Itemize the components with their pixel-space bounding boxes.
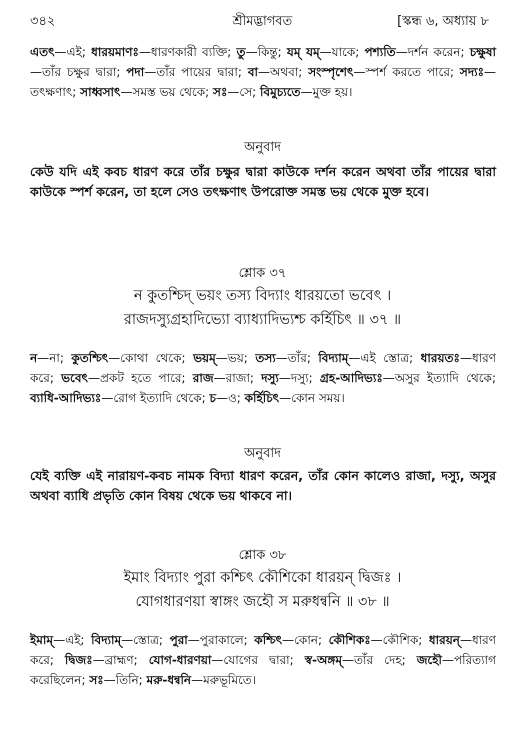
synonym-word: চক্ষুষা: [469, 45, 496, 59]
synonym-meaning: ধারণ করে;: [30, 633, 497, 667]
synonym-word: দস্যু: [261, 371, 279, 385]
verse-38-line-2: যোগধারণয়া স্বাঙ্গং জহৌ স মরুধন্বনি ॥ ৩৮ ॥: [135, 594, 390, 610]
synonym-word: কৌশিকঃ: [328, 633, 371, 647]
synonym-word: পশ্যতি: [364, 45, 396, 59]
synonym-word: পুরা: [169, 633, 188, 647]
synonym-word: সদ্যঃ: [459, 65, 484, 79]
synonym-meaning: তৎক্ষণাৎ;: [30, 85, 81, 99]
synonym-meaning: ধারণকারী ব্যক্তি;: [150, 45, 237, 59]
synonym-word: বিদ্যাম্: [318, 351, 349, 365]
synonym-meaning: মরুভূমিতে।: [203, 673, 257, 687]
synonym-meaning: এই স্তোত্র;: [360, 351, 421, 365]
synonym-meaning: সমস্ত ভয় থেকে;: [132, 85, 214, 99]
synonym-word: কশ্চিৎ: [254, 633, 283, 647]
verse-37-line-2: রাজদস্যুগ্রহাদিভ্যো ব্যাধ্যাদিভ্যশ্চ কর্হিচিৎ ॥ ৩৭ ॥: [123, 312, 402, 328]
synonym-meaning: যাকে;: [331, 45, 365, 59]
synonym-meaning: অসুর ইত্যাদি থেকে;: [394, 371, 496, 385]
verse-37-line-1: ন কুতশ্চিদ্ ভয়ং তস্য বিদ্যাং ধারয়তো ভবেৎ ।: [133, 288, 392, 304]
synonym-meaning: এই;: [65, 633, 92, 647]
synonym-word: সাধ্বসাৎ: [80, 85, 121, 99]
synonym-word: ভয়ম্: [193, 351, 216, 365]
synonym-meaning: তাঁর দেহ;: [354, 653, 417, 667]
verse-38-heading: শ্লোক ৩৮: [238, 548, 287, 563]
synonym-meaning: ব্রাহ্মণ;: [104, 653, 149, 667]
synonym-word: বিদ্যাম্: [91, 633, 122, 647]
synonym-word: এতৎ: [30, 45, 55, 59]
synonyms-paragraph-1: এতৎ—এই; ধারয়মাণঃ—ধারণকারী ব্যক্তি; তু—কিন্তু; যম্ যম্—যাকে; পশ্যতি—দর্শন করেন; চক্ষুষা—তাঁর চক্ষুর দ্বারা; পদা—তাঁর পায়ের দ্বারা; বা—অথবা; সংস্পৃশেৎ—স্পর্শ করতে পারে; সদ্যঃ—তৎক্ষণাৎ; সাধ্বসাৎ—সমস্ত ভয় থেকে; সঃ—সে; বিমুচ্যতে—মুক্ত হয়।: [30, 45, 496, 99]
synonym-word: কুতশ্চিৎ: [71, 351, 109, 365]
synonym-word: পদা: [126, 65, 145, 79]
synonym-meaning: কোথা থেকে;: [120, 351, 194, 365]
synonym-word: সংস্পৃশেৎ: [308, 65, 354, 79]
synonym-meaning: কোন সময়।: [291, 391, 345, 405]
synonym-meaning: কিন্তু;: [257, 45, 287, 59]
synonym-word: যম্ যম্: [286, 45, 320, 59]
synonym-word: রাজ: [192, 371, 214, 385]
synonym-word: সঃ: [213, 85, 228, 99]
synonym-word: গ্রহ-আদিভ্যঃ: [319, 371, 383, 385]
synonym-meaning: তাঁর পায়ের দ্বারা;: [156, 65, 248, 79]
synonym-meaning: পুরাকালে;: [199, 633, 255, 647]
synonym-meaning: দস্যু;: [290, 371, 320, 385]
synonym-meaning: তাঁর চক্ষুর দ্বারা;: [42, 65, 127, 79]
synonym-meaning: ও;: [227, 391, 245, 405]
translation-paragraph-1: কেউ যদি এই কবচ ধারণ করে তাঁর চক্ষুর দ্বারা কাউকে দর্শন করেন অথবা তাঁর পায়ের দ্বারা কাউকে স্পর্শ করেন, তা হলে সেও তৎক্ষণাৎ উপরোক্ত সমস্ত ভয় থেকে মুক্ত হবে।: [30, 164, 496, 199]
synonym-meaning: স্তোত্র;: [133, 633, 170, 647]
synonym-meaning: প্রকট হতে পারে;: [99, 371, 193, 385]
synonym-word: ধারয়মাণঃ: [91, 45, 139, 59]
synonym-word: দ্বিজঃ: [64, 653, 93, 667]
book-title: শ্রীমদ্ভাগবত: [232, 14, 293, 29]
synonym-word: বা: [247, 65, 258, 79]
page-number: ৩৪২: [30, 14, 56, 29]
verse-37-heading: শ্লোক ৩৭: [238, 266, 287, 281]
page-header: [0, 12, 525, 32]
synonym-meaning: না;: [49, 351, 72, 365]
synonym-meaning: রোগ ইত্যাদি থেকে;: [113, 391, 210, 405]
synonym-meaning: পরিত্যাগ করেছিলেন;: [30, 653, 496, 687]
synonym-meaning: স্পর্শ করতে পারে;: [365, 65, 460, 79]
synonym-meaning: মুক্ত হয়।: [312, 85, 353, 99]
synonym-word: স্ব-অঙ্গম্: [304, 653, 343, 667]
synonym-word: মরু-ধন্বনি: [146, 673, 192, 687]
synonym-word: যোগ-ধারণয়া: [148, 653, 212, 667]
synonym-meaning: এই;: [66, 45, 92, 59]
synonym-word: ব্যাধি-আদিভ্যঃ: [30, 391, 102, 405]
synonym-word: ধারয়ন্: [428, 633, 460, 647]
synonym-meaning: সে;: [239, 85, 260, 99]
synonym-meaning: কৌশিক;: [382, 633, 429, 647]
synonym-meaning: রাজা;: [225, 371, 262, 385]
synonym-meaning: যোগের দ্বারা;: [223, 653, 305, 667]
synonym-word: বিমুচ্যতে: [260, 85, 301, 99]
translation-heading-1: অনুবাদ: [244, 140, 281, 155]
synonym-meaning: তিনি;: [115, 673, 147, 687]
synonym-word: ভবেৎ: [61, 371, 88, 385]
chapter-reference: [স্কন্ধ ৬, অধ্যায় ৮: [397, 14, 489, 29]
synonym-meaning: ভয়;: [227, 351, 256, 365]
synonym-word: তস্য: [255, 351, 276, 365]
verse-38-line-1: ইমাং বিদ্যাং পুরা কশ্চিৎ কৌশিকো ধারয়ন্ দ্বিজঃ ।: [123, 570, 402, 586]
translation-paragraph-2: যেই ব্যক্তি এই নারায়ণ-কবচ নামক বিদ্যা ধারণ করেন, তাঁর কোন কালেও রাজা, দস্যু, অসুর অথবা ব্যাধি প্রভৃতি কোন বিষয় থেকে ভয় থাকবে না।: [30, 468, 496, 503]
synonym-meaning: ধারণ করে;: [30, 351, 496, 385]
synonym-meaning: অথবা;: [269, 65, 309, 79]
synonym-word: জহৌ: [416, 653, 442, 667]
translation-heading-2: অনুবাদ: [244, 446, 281, 461]
synonym-word: তু: [236, 45, 246, 59]
synonym-meaning: কোন;: [294, 633, 329, 647]
synonym-meaning: তাঁর;: [287, 351, 319, 365]
synonyms-paragraph-2: ন—না; কুতশ্চিৎ—কোথা থেকে; ভয়ম্—ভয়; তস্য—তাঁর; বিদ্যাম্—এই স্তোত্র; ধারয়তঃ—ধারণ করে; ভবেৎ—প্রকট হতে পারে; রাজ—রাজা; দস্যু—দস্যু; গ্রহ-আদিভ্যঃ—অসুর ইত্যাদি থেকে; ব্যাধি-আদিভ্যঃ—রোগ ইত্যাদি থেকে; চ—ও; কর্হিচিৎ—কোন সময়।: [30, 351, 496, 405]
synonym-word: চ: [209, 391, 216, 405]
synonym-meaning: দর্শন করেন;: [407, 45, 470, 59]
synonym-word: ধারয়তঃ: [420, 351, 460, 365]
synonym-word: ন: [30, 351, 38, 365]
synonym-word: ইমাম্: [30, 633, 54, 647]
synonym-word: সঃ: [89, 673, 104, 687]
synonyms-paragraph-3: ইমাম্—এই; বিদ্যাম্—স্তোত্র; পুরা—পুরাকালে; কশ্চিৎ—কোন; কৌশিকঃ—কৌশিক; ধারয়ন্—ধারণ করে; দ্বিজঃ—ব্রাহ্মণ; যোগ-ধারণয়া—যোগের দ্বারা; স্ব-অঙ্গম্—তাঁর দেহ; জহৌ—পরিত্যাগ করেছিলেন; সঃ—তিনি; মরু-ধন্বনি—মরুভূমিতে।: [30, 633, 497, 687]
synonym-word: কর্হিচিৎ: [244, 391, 280, 405]
